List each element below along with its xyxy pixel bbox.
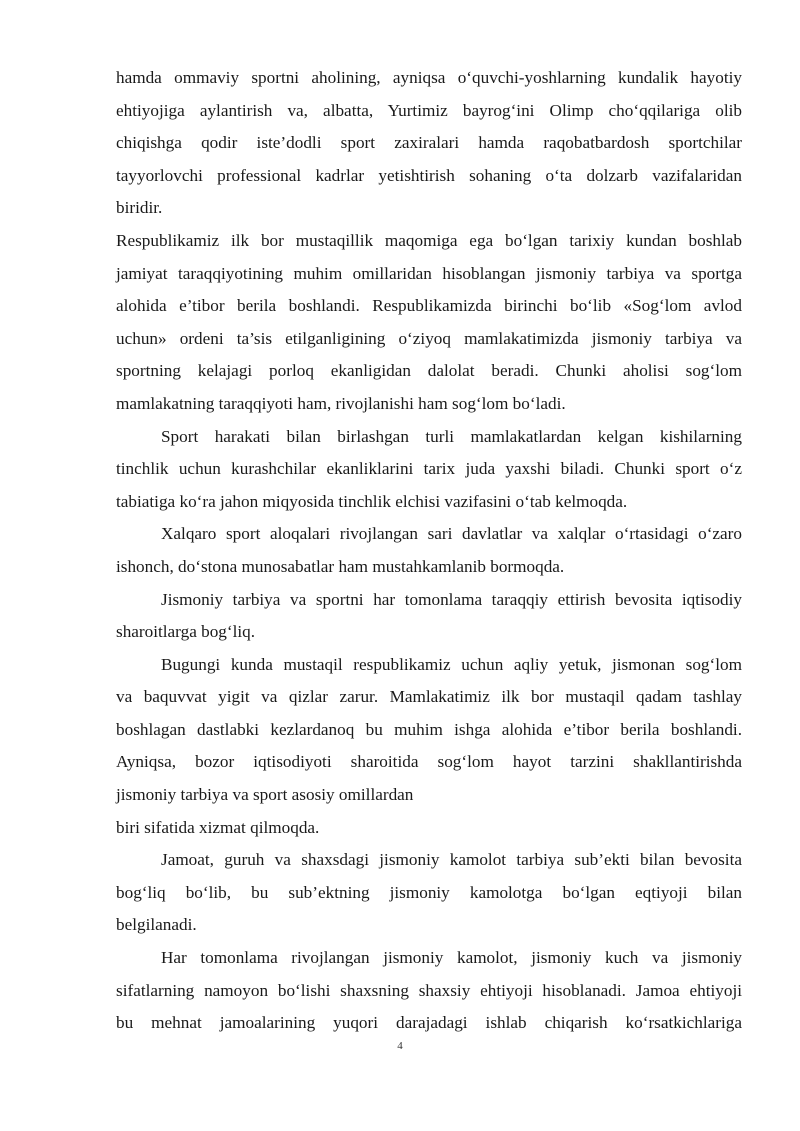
text-line: alohida e’tibor berila boshlandi. Respublikamizda birinchi bo‘lib «Sog‘lom avlod [116,296,742,316]
document-body [116,62,742,1040]
text-line: va baquvvat yigit va qizlar zarur. Mamlakatimiz ilk bor mustaqil qadam tashlay [116,687,742,707]
text-line: jamiyat taraqqiyotining muhim omillaridan hisoblangan jismoniy tarbiya va sportga [116,263,742,283]
text-line: tinchlik uchun kurashchilar ekanliklarini tarix juda yaxshi biladi. Chunki sport o‘z [116,459,742,479]
text-line: ishonch, do‘stona munosabatlar ham mustahkamlanib bormoqda. [116,556,565,576]
page-number: 4 [397,1040,403,1052]
text-line: sportning kelajagi porloq ekanligidan dalolat beradi. Chunki aholisi sog‘lom [116,361,742,381]
text-line: Har tomonlama rivojlangan jismoniy kamolot, jismoniy kuch va jismoniy [161,948,742,968]
text-line: Xalqaro sport aloqalari rivojlangan sari davlatlar va xalqlar o‘rtasidagi o‘zaro [161,524,742,544]
text-line: Respublikamiz ilk bor mustaqillik maqomiga ega bo‘lgan tarixiy kundan boshlab [116,230,742,250]
text-line: Jamoat, guruh va shaxsdagi jismoniy kamolot tarbiya sub’ekti bilan bevosita [161,850,742,870]
text-line: jismoniy tarbiya va sport asosiy omillardan [116,785,414,805]
text-line: ehtiyojiga aylantirish va, albatta, Yurtimiz bayrog‘ini Olimp cho‘qqilariga olib [116,100,742,120]
text-line: Jismoniy tarbiya va sportni har tomonlama taraqqiy ettirish bevosita iqtisodiy [161,589,742,609]
text-line: uchun» ordeni ta’sis etilganligining o‘ziyoq mamlakatimizda jismoniy tarbiya va [116,328,742,348]
text-line: tabiatiga ko‘ra jahon miqyosida tinchlik elchisi vazifasini o‘tab kelmoqda. [116,491,628,511]
text-line: chiqishga qodir iste’dodli sport zaxiralari hamda raqobatbardosh sportchilar [116,133,742,153]
text-line: Ayniqsa, bozor iqtisodiyoti sharoitida sog‘lom hayot tarzini shakllantirishda [116,752,742,772]
text-line: mamlakatning taraqqiyoti ham, rivojlanishi ham sog‘lom bo‘ladi. [116,393,566,413]
text-line: boshlagan dastlabki kezlardanoq bu muhim ishga alohida e’tibor berila boshlandi. [116,719,742,739]
text-line: belgilanadi. [116,915,197,935]
text-line: sifatlarning namoyon bo‘lishi shaxsning shaxsiy ehtiyoji hisoblanadi. Jamoa ehtiyoji [116,980,742,1000]
text-line: Bugungi kunda mustaqil respublikamiz uchun aqliy yetuk, jismonan sog‘lom [161,654,742,674]
text-line: tayyorlovchi professional kadrlar yetishtirish sohaning o‘ta dolzarb vazifalaridan [116,165,742,185]
text-line: bu mehnat jamoalarining yuqori darajadagi ishlab chiqarish ko‘rsatkichlariga [116,1013,742,1033]
text-line: bog‘liq bo‘lib, bu sub’ektning jismoniy kamolotga bo‘lgan eqtiyoji bilan [116,882,742,902]
text-line: biri sifatida xizmat qilmoqda. [116,817,320,837]
text-line: Sport harakati bilan birlashgan turli mamlakatlardan kelgan kishilarning [161,426,742,446]
text-line: sharoitlarga bog‘liq. [116,622,256,642]
text-line: biridir. [116,198,163,218]
text-line: hamda ommaviy sportni aholining, ayniqsa o‘quvchi-yoshlarning kundalik hayotiy [116,68,742,87]
